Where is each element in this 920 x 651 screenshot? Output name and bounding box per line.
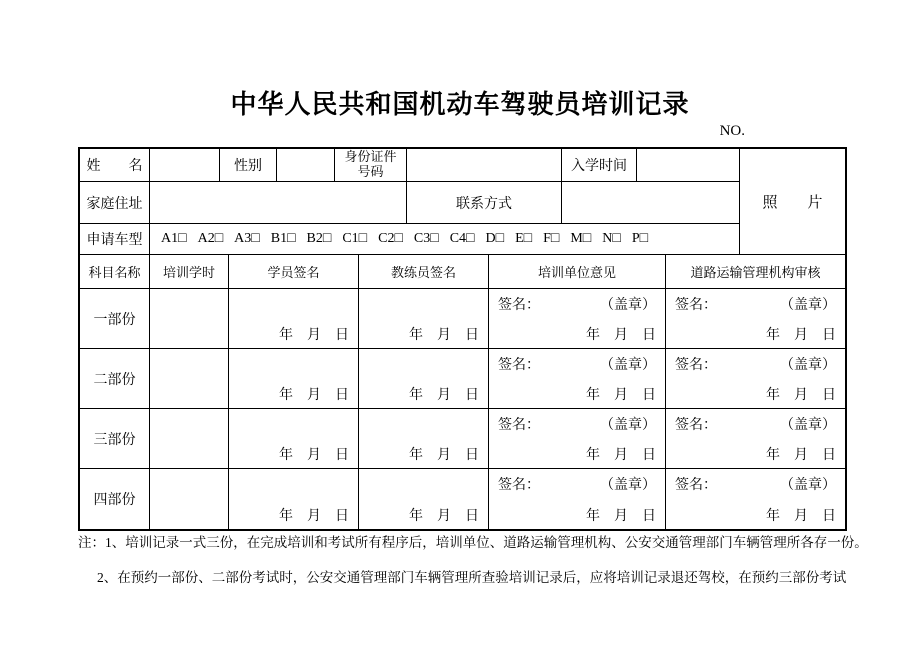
date-label: 年 月 日 [766, 448, 836, 463]
table-row-part4 [80, 469, 845, 529]
vehicle-option-e: E□ [515, 231, 533, 246]
address-label: 家庭住址 [80, 182, 150, 224]
sign-label: 签名： [498, 418, 540, 433]
date-label: 年 月 日 [279, 388, 349, 403]
table-row-part1 [80, 289, 845, 349]
sign-label: 签名： [675, 358, 717, 373]
vehicle-option-b2: B2□ [306, 231, 332, 246]
address-field [150, 182, 407, 224]
date-label: 年 月 日 [586, 509, 656, 524]
page-title: 中华人民共和国机动车驾驶员培训记录 [230, 89, 690, 119]
row-address-contact [80, 182, 739, 224]
training-table-header [80, 255, 845, 289]
training-hours-field [150, 469, 229, 529]
date-label: 年 月 日 [766, 328, 836, 343]
table-row-part3 [80, 409, 845, 469]
vehicle-option-c4: C4□ [449, 231, 475, 246]
vehicle-option-c2: C2□ [378, 231, 403, 246]
gender-field [277, 149, 335, 182]
seal-label: （盖章） [780, 478, 836, 493]
part-label: 一部份 [80, 289, 150, 348]
unit-opinion-field [489, 409, 666, 468]
training-hours-field [150, 409, 229, 468]
name-field [150, 149, 220, 182]
seal-label: （盖章） [780, 418, 836, 433]
agency-review-field [666, 289, 845, 348]
name-label: 姓 名 [80, 149, 150, 182]
trainee-signature-field [229, 349, 359, 408]
enroll-time-field [637, 149, 739, 182]
seal-label: （盖章） [780, 298, 836, 313]
footnote-2: 2、在预约一部份、二部份考试时，公安交通管理部门车辆管理所查验培训记录后，应将培训记录退还驾校，在预约三部份考试 [97, 570, 847, 585]
header-trainee-signature: 学员签名 [229, 255, 359, 288]
trainee-signature-field [229, 409, 359, 468]
coach-signature-field [359, 469, 489, 529]
vehicle-option-n: N□ [602, 231, 621, 246]
footnote-1: 注：1、培训记录一式三份，在完成培训和考试所有程序后，培训单位、道路运输管理机构、公安交通管理部门车辆管理所各存一份。 [78, 535, 868, 550]
sign-label: 签名： [675, 298, 717, 313]
personal-info-section [80, 149, 845, 255]
training-hours-field [150, 289, 229, 348]
personal-info-grid [80, 149, 739, 254]
vehicle-option-f: F□ [543, 231, 560, 246]
agency-review-field [666, 349, 845, 408]
seal-label: （盖章） [780, 358, 836, 373]
coach-signature-field [359, 349, 489, 408]
date-label: 年 月 日 [766, 388, 836, 403]
date-label: 年 月 日 [279, 448, 349, 463]
vehicle-type-options [150, 224, 739, 254]
vehicle-option-m: M□ [570, 231, 592, 246]
vehicle-option-list [161, 231, 648, 247]
enroll-time-label: 入学时间 [562, 149, 637, 182]
vehicle-option-p: P□ [631, 231, 649, 246]
vehicle-option-c1: C1□ [342, 231, 368, 246]
agency-review-field [666, 469, 845, 529]
vehicle-option-a1: A1□ [161, 231, 187, 246]
seal-label: （盖章） [600, 478, 656, 493]
unit-opinion-field [489, 469, 666, 529]
header-training-hours: 培训学时 [150, 255, 229, 288]
date-label: 年 月 日 [409, 388, 479, 403]
sign-label: 签名： [498, 478, 540, 493]
gender-label: 性别 [220, 149, 277, 182]
training-record-form [78, 147, 847, 531]
contact-field [562, 182, 739, 224]
seal-label: （盖章） [600, 358, 656, 373]
header-coach-signature: 教练员签名 [359, 255, 489, 288]
header-agency-review: 道路运输管理机构审核 [690, 265, 821, 280]
seal-label: （盖章） [600, 418, 656, 433]
contact-label: 联系方式 [407, 182, 562, 224]
header-unit-opinion: 培训单位意见 [489, 255, 666, 288]
id-number-field [407, 149, 562, 182]
date-label: 年 月 日 [409, 328, 479, 343]
part-label: 三部份 [80, 409, 150, 468]
training-hours-field [150, 349, 229, 408]
photo-placeholder: 照 片 [739, 149, 845, 254]
date-label: 年 月 日 [279, 328, 349, 343]
date-label: 年 月 日 [409, 509, 479, 524]
part-label: 四部份 [80, 469, 150, 529]
row-name-gender-id [80, 149, 739, 182]
row-vehicle-type [80, 224, 739, 254]
vehicle-option-c3: C3□ [413, 231, 439, 246]
id-number-label: 身份证件号码 [335, 149, 407, 182]
date-label: 年 月 日 [409, 448, 479, 463]
date-label: 年 月 日 [586, 448, 656, 463]
seal-label: （盖章） [600, 298, 656, 313]
trainee-signature-field [229, 289, 359, 348]
date-label: 年 月 日 [586, 388, 656, 403]
vehicle-option-b1: B1□ [270, 231, 296, 246]
trainee-signature-field [229, 469, 359, 529]
unit-opinion-field [489, 289, 666, 348]
agency-review-field [666, 409, 845, 468]
date-label: 年 月 日 [279, 509, 349, 524]
sign-label: 签名： [498, 358, 540, 373]
sign-label: 签名： [675, 418, 717, 433]
part-label: 二部份 [80, 349, 150, 408]
vehicle-option-a2: A2□ [197, 231, 224, 246]
document-number-label: NO. [719, 123, 745, 139]
header-subject-name: 科目名称 [80, 255, 150, 288]
sign-label: 签名： [675, 478, 717, 493]
date-label: 年 月 日 [766, 509, 836, 524]
vehicle-option-d: D□ [485, 231, 505, 246]
vehicle-option-a3: A3□ [234, 231, 260, 246]
coach-signature-field [359, 289, 489, 348]
sign-label: 签名： [498, 298, 540, 313]
table-row-part2 [80, 349, 845, 409]
date-label: 年 月 日 [586, 328, 656, 343]
unit-opinion-field [489, 349, 666, 408]
coach-signature-field [359, 409, 489, 468]
vehicle-type-label: 申请车型 [80, 224, 150, 254]
